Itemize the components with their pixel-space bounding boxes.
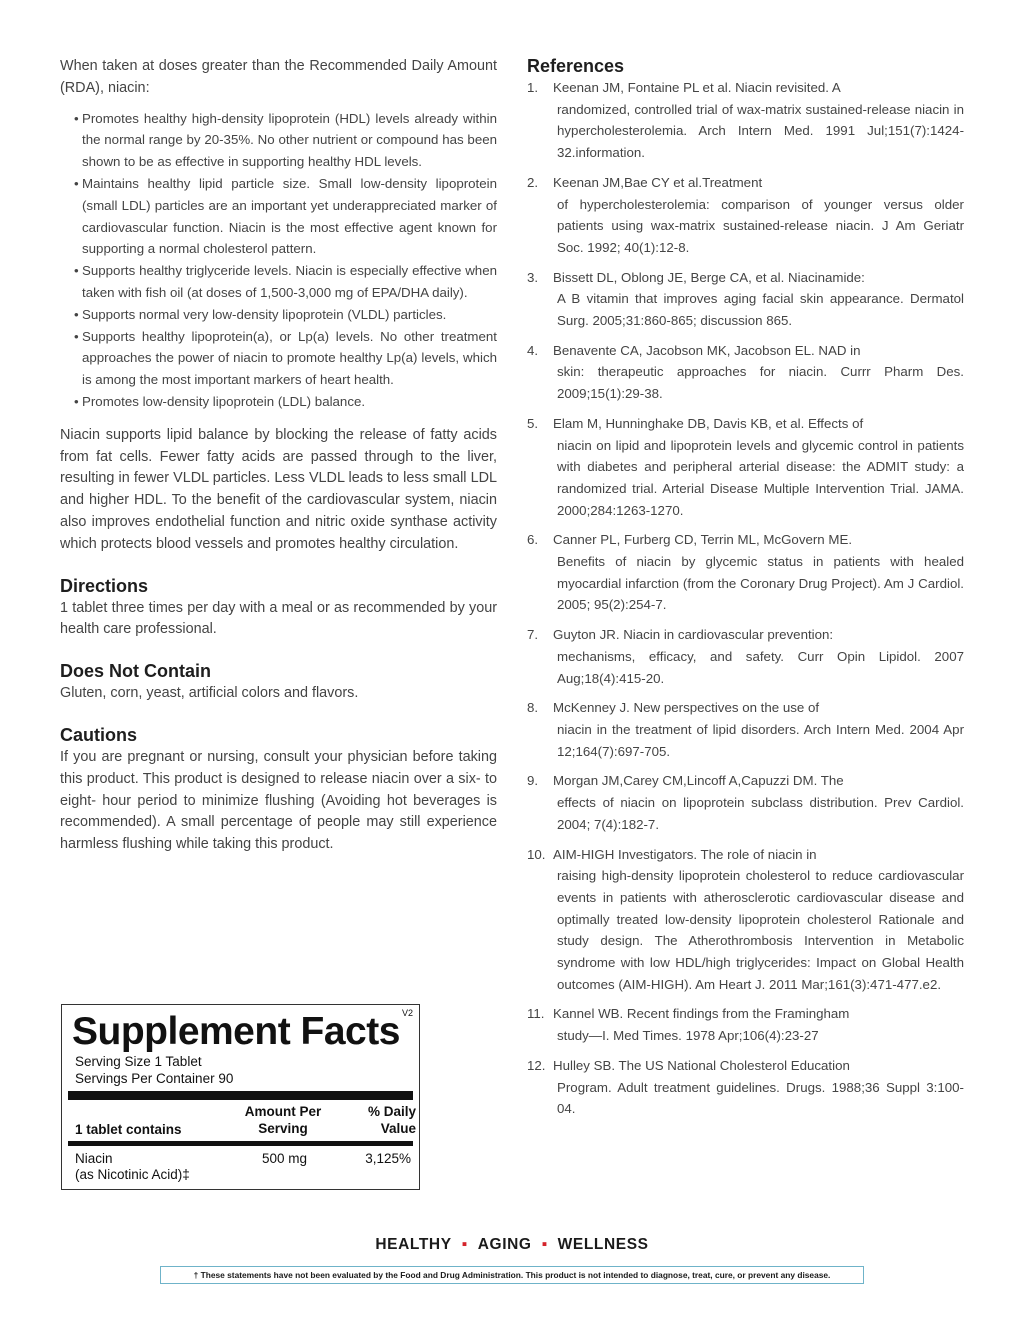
reference-item (527, 529, 964, 616)
col-header-amount: Amount Per Serving (244, 1104, 322, 1136)
footer-tagline (0, 1236, 1024, 1254)
bullet-icon: • (74, 393, 79, 409)
reference-item (527, 1055, 964, 1120)
references-list (527, 77, 964, 1120)
ingredient-form: (as Nicotinic Acid)‡ (75, 1167, 190, 1182)
reference-first-line: Bissett DL, Oblong JE, Berge CA, et al. Niacinamide: (553, 269, 865, 285)
thick-divider (68, 1091, 413, 1100)
reference-number: 2. (527, 174, 539, 190)
reference-number: 11. (527, 1006, 545, 1022)
reference-text: raising high-density lipoprotein cholesterol to reduce cardiovascular events in patients with atherosclerotic cardiovascular disease and optimally treated low-density lipoprotein cholesterol Rationale and study design. The Atherothrombosis Intervention in Metabolic syndrome with low HDL/high triglycerides: Impact on Global Health outcomes (AIM-HIGH). Am Heart J. 2011 Mar;161(3):471-477.e2. (557, 868, 964, 992)
list-item: • Promotes low-density lipoprotein (LDL) balance. (60, 391, 497, 413)
right-column (527, 56, 964, 1128)
tagline-wellness: WELLNESS (557, 1236, 649, 1253)
tagline-aging: AGING (477, 1236, 532, 1253)
reference-number: 6. (527, 532, 539, 548)
list-item: • Supports normal very low-density lipoprotein (VLDL) particles. (60, 304, 497, 326)
benefits-list (60, 108, 497, 413)
reference-item (527, 172, 964, 259)
reference-first-line: McKenney J. New perspectives on the use of (553, 700, 820, 716)
reference-item (527, 770, 964, 835)
does-not-contain-heading: Does Not Contain (60, 661, 211, 682)
mechanism-text: Niacin supports lipid balance by blocking the release of fatty acids from fat cells. Fewer fatty acids are passed through to the liver, resulting in fewer VLDL particles. Less VLDL leads to less small LDL and higher HDL. To the benefit of the cardiovascular system, niacin also improves endothelial function and nitric oxide synthase activity which protects blood vessels and promotes healthy circulation. (60, 426, 497, 552)
reference-first-line: Benavente CA, Jacobson MK, Jacobson EL. NAD in (553, 342, 861, 358)
reference-number: 7. (527, 627, 539, 643)
reference-first-line: Elam M, Hunninghake DB, Davis KB, et al. Effects of (553, 415, 864, 431)
reference-number: 4. (527, 342, 539, 358)
medium-divider (68, 1141, 413, 1146)
reference-first-line: Hulley SB. The US National Cholesterol Education (553, 1057, 850, 1073)
reference-first-line: Keenan JM,Bae CY et al.Treatment (553, 174, 763, 190)
reference-text: randomized, controlled trial of wax-matrix sustained-release niacin in hypercholesterolemia. Arch Intern Med. 1991 Jul;151(7):1424-32.information. (557, 101, 964, 161)
list-item: • Maintains healthy lipid particle size. Small low-density lipoprotein (small LDL) particles are an important yet underappreciated marker of cardiovascular function. Niacin is the most effective agent known for supporting a normal cholesterol pattern. (60, 173, 497, 260)
fda-disclaimer: † These statements have not been evaluated by the Food and Drug Administration. This product is not intended to diagnose, treat, cure, or prevent any disease. (160, 1266, 864, 1284)
reference-number: 3. (527, 269, 539, 285)
references-heading: References (527, 56, 625, 76)
reference-text: study—I. Med Times. 1978 Apr;106(4):23-27 (557, 1028, 819, 1044)
bullet-icon: • (74, 328, 79, 344)
reference-text: of hypercholesterolemia: comparison of younger versus older patients using wax-matrix sustained-release niacin. J Am Geriatr Soc. 1992; 40(1):12-8. (557, 196, 964, 255)
reference-first-line: AIM-HIGH Investigators. The role of niacin in (553, 846, 817, 862)
directions-text: 1 tablet three times per day with a meal or as recommended by your health care professional. (60, 599, 497, 638)
reference-text: niacin on lipid and lipoprotein levels and glycemic control in patients with diabetes and peripheral arterial disease: the ADMIT study: a randomized trial. Arterial Disease Multiple Intervention Trial. JAMA. 2000;284:1263-1270. (557, 437, 964, 518)
reference-text: niacin in the treatment of lipid disorders. Arch Intern Med. 2004 Apr 12;164(7):697-705. (557, 721, 964, 759)
version-label: V2 (401, 1008, 413, 1018)
reference-first-line: Keenan JM, Fontaine PL et al. Niacin revisited. A (553, 80, 841, 95)
reference-item (527, 340, 964, 405)
reference-item (527, 844, 964, 996)
reference-item (527, 1003, 964, 1046)
servings-per-container: Servings Per Container 90 (75, 1071, 234, 1086)
bullet-icon: • (74, 263, 79, 279)
directions-heading: Directions (60, 575, 149, 596)
left-column (60, 56, 497, 856)
daily-value-percent: 3,125% (365, 1151, 411, 1166)
supplement-facts-title: Supplement Facts (72, 1010, 400, 1053)
serving-size: Serving Size 1 Tablet (75, 1054, 202, 1069)
cautions-heading: Cautions (60, 724, 138, 745)
bullet-icon: • (74, 110, 79, 126)
reference-text: mechanisms, efficacy, and safety. Curr Opin Lipidol. 2007 Aug;18(4):415-20. (557, 648, 964, 686)
reference-text: Program. Adult treatment guidelines. Drugs. 1988;36 Suppl 3:100-04. (557, 1079, 964, 1117)
intro-text: When taken at doses greater than the Recommended Daily Amount (RDA), niacin: (60, 58, 497, 96)
reference-text: effects of niacin on lipoprotein subclass distribution. Prev Cardiol. 2004; 7(4):182-7. (557, 795, 964, 832)
reference-number: 10. (527, 846, 546, 862)
reference-first-line: Morgan JM,Carey CM,Lincoff A,Capuzzi DM. The (553, 773, 844, 789)
bullet-icon: • (74, 175, 79, 191)
reference-text: skin: therapeutic approaches for niacin. Currr Pharm Des. 2009;15(1):29-38. (557, 364, 964, 402)
reference-item (527, 77, 964, 164)
reference-first-line: Kannel WB. Recent findings from the Framingham (553, 1006, 850, 1022)
reference-number: 8. (527, 700, 539, 716)
reference-item (527, 697, 964, 762)
reference-first-line: Guyton JR. Niacin in cardiovascular prevention: (553, 627, 834, 643)
tagline-healthy: HEALTHY (375, 1236, 452, 1253)
reference-first-line: Canner PL, Furberg CD, Terrin ML, McGovern ME. (553, 532, 853, 548)
col-header-daily-value: % Daily Value (367, 1104, 416, 1136)
reference-number: 12. (527, 1057, 546, 1073)
amount-per-serving: 500 mg (262, 1151, 308, 1166)
reference-number: 1. (527, 80, 539, 95)
separator-icon: ▪ (541, 1236, 548, 1253)
reference-number: 9. (527, 773, 539, 789)
reference-text: A B vitamin that improves aging facial skin appearance. Dermatol Surg. 2005;31:860-865; discussion 865. (557, 291, 964, 329)
reference-text: Benefits of niacin by glycemic status in patients with healed myocardial infarction (from the Coronary Drug Project). Am J Cardiol. 2005; 95(2):254-7. (557, 554, 964, 613)
reference-number: 5. (527, 415, 539, 431)
reference-item (527, 267, 964, 332)
bullet-icon: • (74, 306, 79, 322)
col-header-contains: 1 tablet contains (75, 1122, 182, 1137)
ingredient-name: Niacin (75, 1151, 113, 1166)
list-item: • Supports healthy lipoprotein(a), or Lp(a) levels. No other treatment approaches the power of niacin to promote healthy Lp(a) levels, which is among the most important markers of heart health. (60, 326, 497, 391)
list-item: • Supports healthy triglyceride levels. Niacin is especially effective when taken with fish oil (at doses of 1,500-3,000 mg of EPA/DHA daily). (60, 260, 497, 304)
reference-item (527, 624, 964, 689)
reference-item (527, 413, 964, 522)
cautions-text: If you are pregnant or nursing, consult your physician before taking this product. This product is designed to release niacin over a six- to eight- hour period to minimize flushing (Avoiding hot beverages is recommended). A small percentage of people may still experience harmless flushing while taking this product. (60, 748, 497, 853)
separator-icon: ▪ (461, 1236, 468, 1253)
supplement-facts-panel (61, 1004, 420, 1190)
does-not-contain-text: Gluten, corn, yeast, artificial colors and flavors. (60, 685, 359, 702)
list-item: • Promotes healthy high-density lipoprotein (HDL) levels already within the normal range by 20-35%. No other nutrient or compound has been shown to be as effective in supporting healthy HDL levels. (60, 108, 497, 173)
